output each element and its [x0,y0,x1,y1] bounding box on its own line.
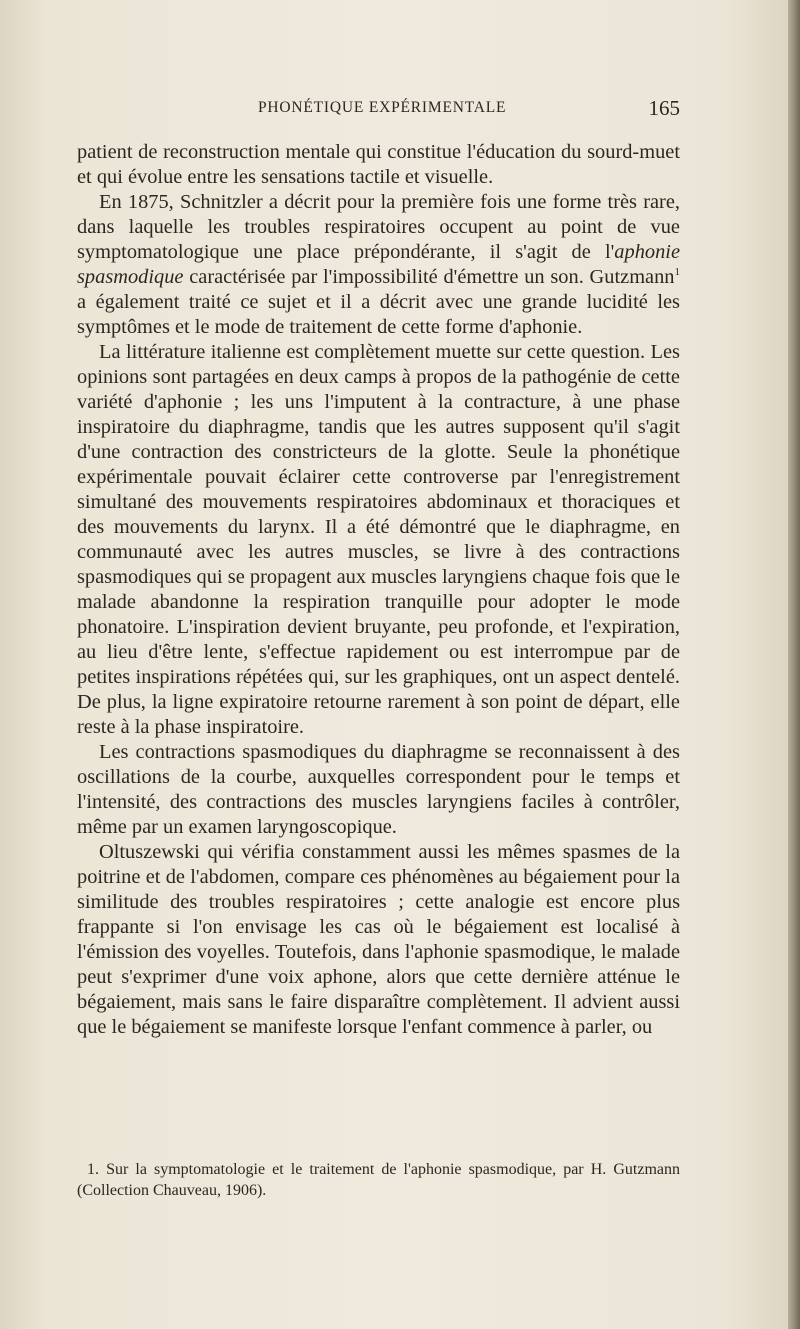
footnote-reference: 1 [674,266,680,279]
running-title: PHONÉTIQUE EXPÉRIMENTALE [258,99,507,116]
page-number: 165 [648,96,680,120]
paragraph-3 [77,340,680,740]
paragraph-3-text: La littérature italienne est complètement muette sur cette question. Les opinions sont partagées en deux camps à propos de la pathogénie de cette variété d'aphonie ; les uns l'imputent à la contracture, à une phase inspiratoire du diaphragme, tandis que les autres supposent qu'il s'agit d'une contraction des constricteurs de la glotte. Seule la phonétique expérimentale pouvait éclairer cette controverse par l'enregistrement simultané des mouvements respiratoires abdominaux et thoraciques et des mouvements du larynx. Il a été démontré que le diaphragme, en communauté avec les autres muscles, se livre à des contractions spasmodiques qui se propagent aux muscles laryngiens chaque fois que le malade abandonne la respiration tranquille pour adopter le mode phonatoire. L'inspiration devient bruyante, peu profonde, et l'expiration, au lieu d'être lente, s'effectue rapidement ou est interrompue par de petites inspirations répétées qui, sur les graphiques, ont un aspect dentelé. De plus, la ligne expiratoire retourne rarement à son point de départ, elle reste à la phase inspiratoire. [77,341,680,738]
paragraph-4-text: Les contractions spasmodiques du diaphragme se reconnaissent à des oscillations de la courbe, auxquelles correspondent pour le temps et l'intensité, des contractions des muscles laryngiens faciles à contrôler, même par un examen laryngoscopique. [77,741,680,838]
paragraph-1-text: patient de reconstruction mentale qui constitue l'éducation du sourd-muet et qui évolue entre les sensations tactile et visuelle. [77,141,680,188]
italic-term: aphonie spasmodique [77,241,680,288]
paragraph-2-text-start: En 1875, Schnitzler a décrit pour la première fois une forme très rare, dans laquelle les troubles respiratoires occupent au point de vue symptomatologique une place prépondérante, il s'agit de l' [77,191,680,263]
footnote [77,1159,680,1201]
paragraph-2 [77,190,680,340]
paragraph-5 [77,840,680,1040]
paragraph-4 [77,740,680,840]
paragraph-2-text-end: a également traité ce sujet et il a décrit avec une grande lucidité les symptômes et le mode de traitement de cette forme d'aphonie. [77,291,680,338]
body-text [77,140,680,1040]
footnote-text: 1. Sur la symptomatologie et le traitement de l'aphonie spasmodique, par H. Gutzmann (Collection Chauveau, 1906). [77,1161,680,1199]
page-edge-shadow [788,0,800,1329]
paragraph-1 [77,140,680,190]
paragraph-2-text-middle: caractérisée par l'impossibilité d'émettre un son. Gutzmann [183,266,675,288]
page-header [77,96,680,122]
paragraph-5-text: Oltuszewski qui vérifia constamment aussi les mêmes spasmes de la poitrine et de l'abdomen, compare ces phénomènes au bégaiement pour la similitude des troubles respiratoires ; cette analogie est encore plus frappante si l'on envisage les cas où le bégaiement est localisé à l'émission des voyelles. Toutefois, dans l'aphonie spasmodique, le malade peut s'exprimer d'une voix aphone, alors que cette dernière atténue le bégaiement, mais sans le faire disparaître complètement. Il advient aussi que le bégaiement se manifeste lorsque l'enfant commence à parler, ou [77,841,680,1038]
